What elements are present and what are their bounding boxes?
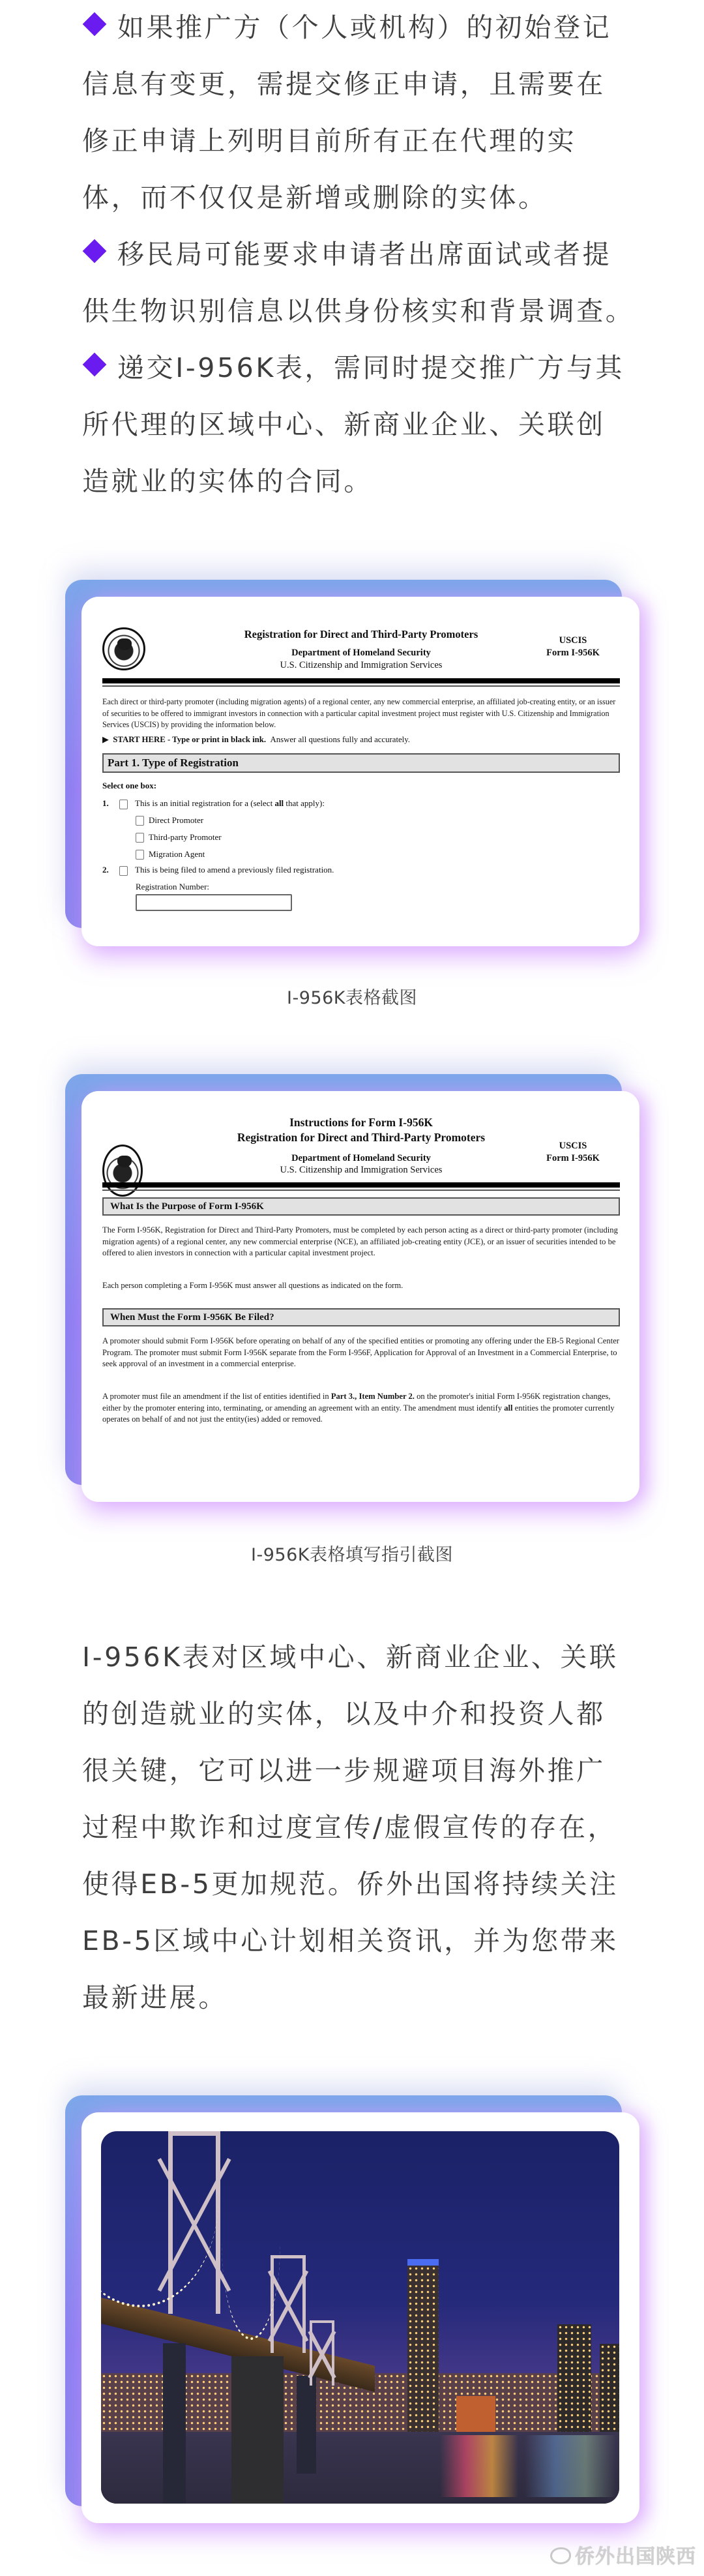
form-i956k: [102, 597, 620, 946]
closing-line-2: 的创造就业的实体，以及中介和投资人都: [82, 1698, 606, 1730]
diamond-bullet-icon: [83, 353, 107, 377]
direct-promoter-label: Direct Promoter: [149, 815, 204, 825]
bridge-night-photo: [101, 2131, 619, 2504]
purpose-note: Each person completing a Form I-956K must answer all questions as indicated on the form.: [102, 1281, 403, 1290]
registration-number-input[interactable]: [136, 894, 292, 911]
closing-line-3: 很关键，它可以进一步规避项目海外推广: [82, 1755, 606, 1786]
bullet-list: [82, 0, 635, 510]
skyscraper: [600, 2344, 619, 2435]
form-service: U.S. Citizenship and Immigration Services: [280, 660, 443, 670]
skyscraper: [557, 2324, 591, 2435]
purpose-paragraph: The Form I-956K, Registration for Direct and Third-Party Promoters, must be completed by each person acting as a direct or third-party promoter (including migration agents) of a regional center, any new commercial enterprise (NCE), an affiliated job-creating entity (JCE), or an issuer of securities intended to be offered to alien investors in connection with a particular capital investment project.: [102, 1225, 618, 1257]
bullet-item-1-line-1: 如果推广方（个人或机构）的初始登记: [82, 0, 623, 56]
bridge-pier: [163, 2343, 186, 2504]
purpose-section-header: What Is the Purpose of Form I-956K: [102, 1197, 620, 1216]
part1-header: Part 1. Type of Registration: [102, 753, 620, 773]
third-party-promoter-checkbox[interactable]: [136, 833, 144, 843]
start-here-line: ▶ START HERE - Type or print in black ink. Answer all questions fully and accurately.: [102, 735, 411, 744]
play-arrow-icon: ▶: [102, 735, 113, 744]
bullet-item-1-line-3: 修正申请上列明目前所有正在代理的实: [82, 125, 577, 157]
bridge-tower: [310, 2320, 334, 2386]
header-rule: [102, 678, 620, 683]
when-filed-paragraph: A promoter should submit Form I-956K before operating on behalf of any of the specified entities or promoting any offering under the EB-5 Regional Center Program. The promoter must submit Form I-956K separate from the Form I-956F, Application for Approval of an Investment in a Commercial Enterprise, to seek approval of an investment in a commercial enterprise.: [102, 1336, 619, 1368]
card-image-frame: [81, 1091, 639, 1502]
weibo-logo-icon: [550, 2547, 571, 2564]
diamond-bullet-icon: [83, 239, 107, 263]
water-reflection: [525, 2435, 616, 2497]
bridge-cable-lights: [222, 2144, 280, 2340]
initial-registration-label: This is an initial registration for a (select all that apply):: [135, 798, 325, 808]
bullet-item-3-line-2: 所代理的区域中心、新商业企业、关联创: [82, 409, 606, 440]
weibo-watermark: 侨外出国陕西: [550, 2540, 696, 2569]
form-service: U.S. Citizenship and Immigration Services: [280, 1165, 443, 1175]
form-intro-text: Each direct or third-party promoter (including migration agents) of a regional center, any new commercial enterprise, an affiliated job-creating entity, or an issuer of securities to be offered to immigrant investors in connection with a particular capital investment project must register with U.S. Citizenship and Immigration Services (USCIS) by providing the information below.: [102, 697, 616, 729]
skyscraper-top-light: [407, 2259, 439, 2266]
header-rule-thin: [102, 1190, 620, 1191]
waterfront-building: [456, 2396, 495, 2435]
closing-line-4: 过程中欺诈和过度宣传/虚假宣传的存在，: [82, 1812, 617, 1843]
bullet-item-3-line-1: 递交I-956K表，需同时提交推广方与其: [82, 340, 623, 397]
migration-agent-label: Migration Agent: [149, 849, 205, 859]
migration-agent-checkbox[interactable]: [136, 850, 144, 860]
direct-promoter-checkbox[interactable]: [136, 816, 144, 826]
initial-registration-checkbox[interactable]: [119, 800, 128, 809]
card-image-frame: [81, 2112, 639, 2523]
bridge-pier: [231, 2356, 284, 2504]
form-department: Department of Homeland Security: [291, 1153, 431, 1163]
bullet-item-1-line-2: 信息有变更，需提交修正申请，且需要在: [82, 68, 606, 100]
bullet-item-1-line-4: 体，而不仅仅是新增或删除的实体。: [82, 182, 548, 213]
registration-number-label: Registration Number:: [136, 882, 210, 891]
closing-line-5: 使得EB-5更加规范。侨外出国将持续关注: [82, 1868, 619, 1900]
header-rule-thin: [102, 685, 620, 687]
instructions-title: Instructions for Form I-956K: [289, 1116, 433, 1129]
water-reflection: [440, 2435, 518, 2497]
closing-line-6: EB-5区域中心计划相关资讯，并为您带来: [82, 1925, 619, 1956]
amend-registration-checkbox[interactable]: [119, 866, 128, 876]
item2-number: 2.: [102, 865, 109, 875]
item1-number: 1.: [102, 798, 109, 808]
form-screenshot-caption: I-956K表格截图: [287, 988, 417, 1008]
bullet-item-2-line-2: 供生物识别信息以供身份核实和背景调查。: [82, 295, 635, 327]
third-party-promoter-label: Third-party Promoter: [149, 832, 222, 842]
instructions-subtitle: Registration for Direct and Third-Party Promoters: [237, 1131, 486, 1144]
form-number-block: USCIS Form I-956K: [546, 635, 600, 658]
form-number-block: USCIS Form I-956K: [546, 1141, 600, 1163]
bullet-item-3-line-3: 造就业的实体的合同。: [82, 466, 373, 497]
when-filed-section-header: When Must the Form I-956K Be Filed?: [102, 1308, 620, 1326]
instructions-screenshot-caption: I-956K表格填写指引截图: [251, 1545, 453, 1565]
header-rule: [102, 1182, 620, 1188]
select-one-label: Select one box:: [102, 781, 157, 790]
closing-line-1: I-956K表对区域中心、新商业企业、关联: [82, 1641, 619, 1673]
bridge-pier: [297, 2376, 316, 2474]
closing-line-7: 最新进展。: [82, 1982, 227, 2013]
amendment-paragraph: A promoter must file an amendment if the list of entities identified in Part 3., Item Number 2. on the promoter's initial Form I-956K registration changes, either by the promoter entering into, terminating, or amending an agreement with an entity. The amendment must identify all entities the promoter currently operates on behalf of and not just the entity(ies) added or removed.: [102, 1392, 615, 1424]
form-department: Department of Homeland Security: [291, 648, 431, 658]
skyscraper: [407, 2266, 439, 2435]
amend-registration-label: This is being filed to amend a previously filed registration.: [135, 865, 334, 875]
closing-paragraph: [82, 1629, 623, 2026]
form-title: Registration for Direct and Third-Party Promoters: [244, 628, 478, 640]
diamond-bullet-icon: [83, 12, 107, 37]
bullet-item-2-line-1: 移民局可能要求申请者出席面试或者提: [82, 226, 623, 283]
card-image-frame: [81, 597, 639, 946]
form-i956k-instructions: [102, 1091, 620, 1502]
